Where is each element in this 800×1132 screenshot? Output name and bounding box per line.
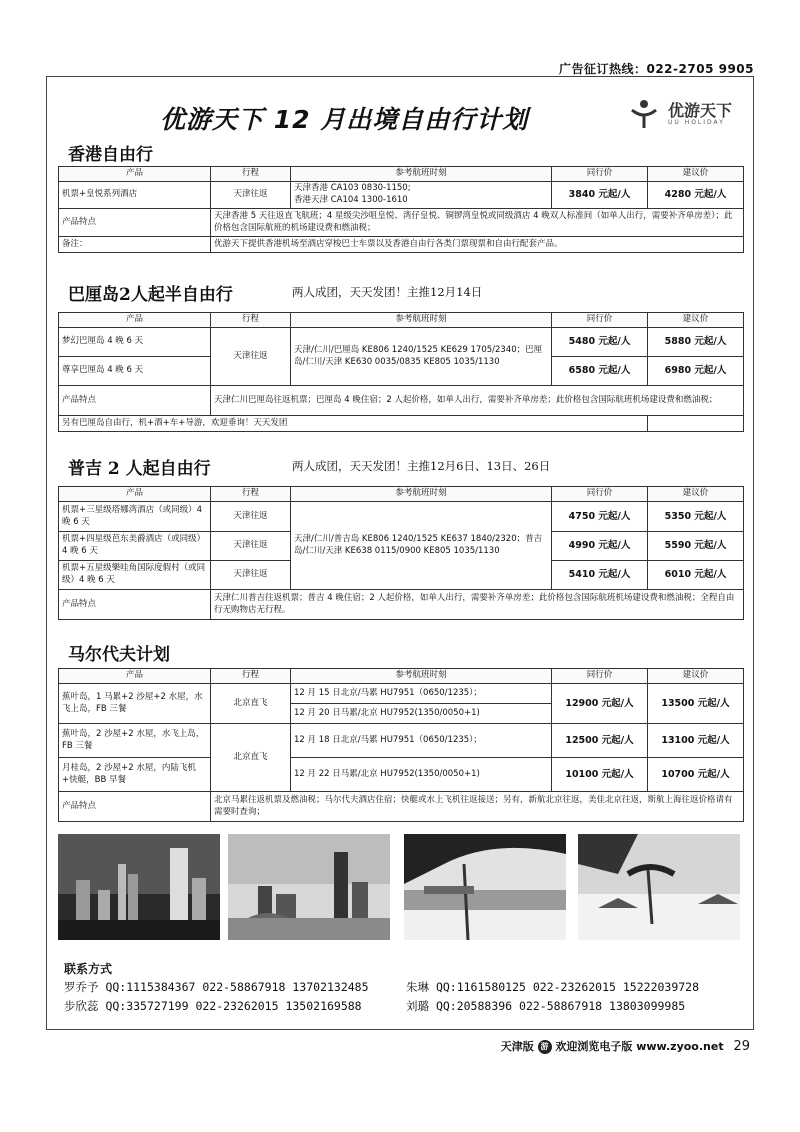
maldives-table bbox=[58, 668, 744, 822]
product-name: 蕉叶岛，1 马累+2 沙屋+2 水屋，水飞上岛，FB 三餐 bbox=[59, 684, 211, 724]
person-logo-icon bbox=[628, 98, 660, 130]
route: 天津往返 bbox=[211, 502, 291, 532]
retail-price: 4280 元起/人 bbox=[648, 182, 744, 209]
footer-text: 欢迎浏览电子版 www.zyoo.net bbox=[555, 1040, 724, 1053]
table-row bbox=[59, 328, 744, 357]
phuket-table bbox=[58, 486, 744, 620]
feature-label: 产品特点 bbox=[59, 590, 211, 620]
contact-name: 罗乔予 bbox=[64, 980, 99, 994]
retail-price: 13500 元起/人 bbox=[648, 684, 744, 724]
col-flights: 参考航班时刻 bbox=[291, 669, 552, 684]
feature-label: 产品特点 bbox=[59, 386, 211, 416]
contact-info: QQ:20588396 022-58867918 13803099985 bbox=[435, 999, 686, 1013]
retail-price: 13100 元起/人 bbox=[648, 724, 744, 758]
feature-label: 产品特点 bbox=[59, 209, 211, 237]
trade-price: 4750 元起/人 bbox=[552, 502, 648, 532]
product-name: 机票+五星级樂哇角国际度假村（或同级）4 晚 6 天 bbox=[59, 561, 211, 590]
note-text: 优游天下提供香港机场至酒店穿梭巴士车票以及香港自由行各类门票现票和自由行配套产品。 bbox=[211, 237, 744, 253]
route: 天津往返 bbox=[211, 328, 291, 386]
col-retail-price: 建议价 bbox=[648, 669, 744, 684]
table-row bbox=[59, 758, 744, 792]
table-row bbox=[59, 792, 744, 822]
product-name: 尊享巴厘岛 4 晚 6 天 bbox=[59, 357, 211, 386]
retail-price: 5350 元起/人 bbox=[648, 502, 744, 532]
section-title-hongkong: 香港自由行 bbox=[68, 145, 153, 165]
flight-line: 香港天津 CA104 1300-1610 bbox=[294, 195, 408, 205]
contact-info: QQ:1161580125 022-23262015 15222039728 bbox=[435, 980, 700, 994]
flight-line: 12 月 15 日北京/马累 HU7951（0650/1235）； bbox=[291, 684, 552, 704]
route: 北京直飞 bbox=[211, 724, 291, 792]
col-product: 产品 bbox=[59, 487, 211, 502]
trade-price: 4990 元起/人 bbox=[552, 532, 648, 561]
table-row bbox=[59, 182, 744, 209]
retail-price: 6980 元起/人 bbox=[648, 357, 744, 386]
photo-beach-palms bbox=[404, 834, 566, 940]
col-route: 行程 bbox=[211, 487, 291, 502]
col-product: 产品 bbox=[59, 669, 211, 684]
feature-text: 天津香港 5 天往返直飞航班；4 星级尖沙咀皇悦、湾仔皇悦、铜锣湾皇悦或同级酒店 4 晚双人标准间（如单人出行，需要补齐单房差）；此价格包含国际航班的机场建设费和燃油税； bbox=[211, 209, 744, 237]
col-flights: 参考航班时刻 bbox=[291, 487, 552, 502]
table-row bbox=[59, 590, 744, 620]
table-row bbox=[59, 724, 744, 758]
contact-entry bbox=[406, 979, 699, 995]
bali-tagline: 两人成团，天天发团！主推12月14日 bbox=[292, 285, 483, 299]
route: 天津往返 bbox=[211, 561, 291, 590]
extra-text: 另有巴厘岛自由行，机+酒+车+导游，欢迎垂询！天天发团 bbox=[59, 416, 648, 432]
photo-hongkong-night bbox=[58, 834, 220, 940]
product-name: 蕉叶岛，2 沙屋+2 水屋，水飞上岛，FB 三餐 bbox=[59, 724, 211, 758]
photo-hongkong-skyline bbox=[228, 834, 390, 940]
phuket-tagline: 两人成团，天天发团！主推12月6日、13日、26日 bbox=[292, 459, 551, 473]
col-route: 行程 bbox=[211, 669, 291, 684]
brand-badge-icon: 游 bbox=[538, 1040, 552, 1054]
flight-line: 12 月 18 日北京/马累 HU7951（0650/1235）； bbox=[291, 724, 552, 758]
col-retail-price: 建议价 bbox=[648, 167, 744, 182]
contact-entry bbox=[64, 979, 369, 995]
empty-cell bbox=[648, 416, 744, 432]
col-trade-price: 同行价 bbox=[552, 167, 648, 182]
flight-line: 12 月 20 日马累/北京 HU7952(1350/0050+1) bbox=[291, 704, 552, 724]
contacts-heading: 联系方式 bbox=[64, 962, 113, 976]
col-trade-price: 同行价 bbox=[552, 487, 648, 502]
route: 北京直飞 bbox=[211, 684, 291, 724]
contact-info: QQ:1115384367 022-58867918 13702132485 bbox=[105, 980, 369, 994]
col-product: 产品 bbox=[59, 167, 211, 182]
feature-label: 产品特点 bbox=[59, 792, 211, 822]
table-row bbox=[59, 237, 744, 253]
col-retail-price: 建议价 bbox=[648, 313, 744, 328]
note-label: 备注： bbox=[59, 237, 211, 253]
table-row bbox=[59, 209, 744, 237]
page-title: 优游天下 12 月出境自由行计划 bbox=[160, 105, 529, 134]
table-row bbox=[59, 416, 744, 432]
ad-hotline: 广告征订热线：022-2705 9905 bbox=[558, 62, 754, 76]
contact-entry bbox=[64, 998, 362, 1014]
col-trade-price: 同行价 bbox=[552, 313, 648, 328]
section-title-maldives: 马尔代夫计划 bbox=[68, 645, 170, 665]
contact-name: 刘璐 bbox=[406, 999, 429, 1013]
route: 天津往返 bbox=[211, 182, 291, 209]
page-footer bbox=[501, 1038, 750, 1054]
feature-text: 天津仁川巴厘岛往返机票；巴厘岛 4 晚住宿；2 人起价格，如单人出行，需要补齐单房差；此价格包含国际航班机场建设费和燃油税； bbox=[211, 386, 744, 416]
contact-name: 步欣蕊 bbox=[64, 999, 99, 1013]
retail-price: 6010 元起/人 bbox=[648, 561, 744, 590]
product-name: 机票+四星级芭东美爵酒店（或同级）4 晚 6 天 bbox=[59, 532, 211, 561]
table-row bbox=[59, 684, 744, 704]
trade-price: 10100 元起/人 bbox=[552, 758, 648, 792]
flight-times: 天津/仁川/巴厘岛 KE806 1240/1525 KE629 1705/2340；巴厘岛/仁川/天津 KE630 0035/0835 KE805 1035/1130 bbox=[291, 328, 552, 386]
retail-price: 5880 元起/人 bbox=[648, 328, 744, 357]
trade-price: 12500 元起/人 bbox=[552, 724, 648, 758]
trade-price: 5480 元起/人 bbox=[552, 328, 648, 357]
col-route: 行程 bbox=[211, 313, 291, 328]
route: 天津往返 bbox=[211, 532, 291, 561]
col-retail-price: 建议价 bbox=[648, 487, 744, 502]
col-flights: 参考航班时刻 bbox=[291, 313, 552, 328]
col-trade-price: 同行价 bbox=[552, 669, 648, 684]
hongkong-table bbox=[58, 166, 744, 253]
section-title-phuket: 普吉 2 人起自由行 bbox=[68, 459, 211, 479]
flight-times: 天津/仁川/普吉岛 KE806 1240/1525 KE637 1840/2320；普吉岛/仁川/天津 KE638 0115/0900 KE805 1035/1130 bbox=[291, 502, 552, 590]
page-number: 29 bbox=[733, 1039, 750, 1054]
col-flights: 参考航班时刻 bbox=[291, 167, 552, 182]
table-row bbox=[59, 502, 744, 532]
bali-table bbox=[58, 312, 744, 432]
table-row bbox=[59, 386, 744, 416]
flight-line: 天津香港 CA103 0830-1150; bbox=[294, 183, 411, 194]
flight-times bbox=[291, 182, 552, 209]
contact-entry bbox=[406, 998, 685, 1014]
logo-name: 优游天下 bbox=[668, 101, 733, 120]
trade-price: 6580 元起/人 bbox=[552, 357, 648, 386]
product-name: 机票+三星级塔娜湾酒店（或同级）4 晚 6 天 bbox=[59, 502, 211, 532]
logo-subtitle: UU HOLIDAY bbox=[668, 119, 725, 126]
product-name: 机票+皇悦系列酒店 bbox=[59, 182, 211, 209]
product-name: 梦幻巴厘岛 4 晚 6 天 bbox=[59, 328, 211, 357]
contact-name: 朱琳 bbox=[406, 980, 429, 994]
trade-price: 3840 元起/人 bbox=[552, 182, 648, 209]
product-name: 月桂岛，2 沙屋+2 水屋，内陆飞机+快艇，BB 早餐 bbox=[59, 758, 211, 792]
brand-logo bbox=[628, 96, 738, 132]
col-product: 产品 bbox=[59, 313, 211, 328]
feature-text: 北京马累往返机票及燃油税；马尔代夫酒店住宿；快艇或水上飞机往返接送；另有，新航北京往返，美佳北京往返，斯航上海往返价格请有需要时查询； bbox=[211, 792, 744, 822]
contact-info: QQ:335727199 022-23262015 13502169588 bbox=[105, 999, 362, 1013]
col-route: 行程 bbox=[211, 167, 291, 182]
edition-label: 天津版 bbox=[500, 1040, 534, 1053]
retail-price: 5590 元起/人 bbox=[648, 532, 744, 561]
trade-price: 5410 元起/人 bbox=[552, 561, 648, 590]
photo-beach-huts bbox=[578, 834, 740, 940]
feature-text: 天津仁川普吉往返机票；普吉 4 晚住宿；2 人起价格，如单人出行，需要补齐单房差；此价格包含国际航班机场建设费和燃油税；全程自由行无购物店无行程。 bbox=[211, 590, 744, 620]
trade-price: 12900 元起/人 bbox=[552, 684, 648, 724]
section-title-bali: 巴厘岛2人起半自由行 bbox=[68, 285, 233, 305]
retail-price: 10700 元起/人 bbox=[648, 758, 744, 792]
flight-line: 12 月 22 日马累/北京 HU7952(1350/0050+1) bbox=[291, 758, 552, 792]
